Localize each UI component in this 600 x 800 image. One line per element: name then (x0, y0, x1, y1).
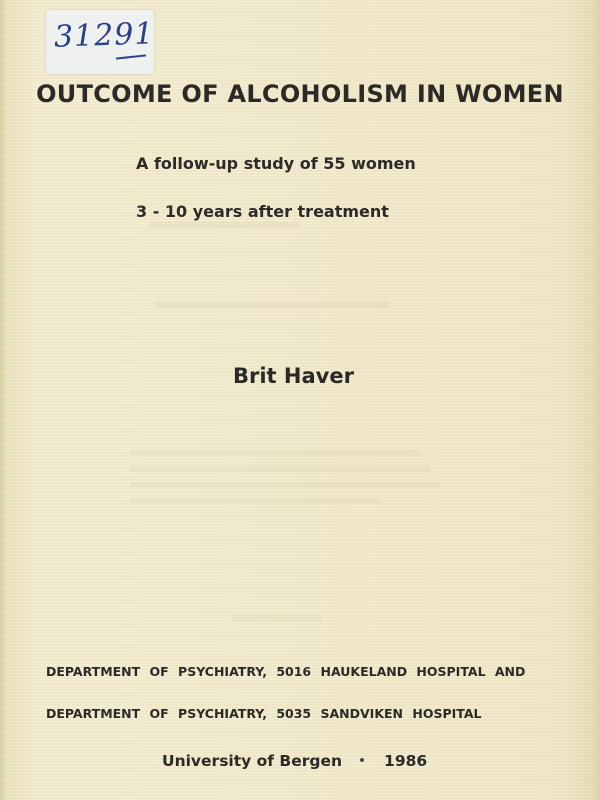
subtitle-line-1: A follow-up study of 55 women (136, 154, 416, 173)
show-through-texture (130, 466, 430, 472)
show-through-texture (155, 302, 390, 308)
department-line-1: DEPARTMENT OF PSYCHIATRY, 5016 HAUKELAND HOSPITAL AND (46, 664, 526, 679)
catalog-label (46, 10, 154, 74)
university-name: University of Bergen (162, 752, 343, 770)
separator-dot (360, 758, 364, 762)
show-through-texture (130, 498, 380, 504)
department-line-2: DEPARTMENT OF PSYCHIATRY, 5035 SANDVIKEN HOSPITAL (46, 706, 482, 721)
publication-footer (162, 752, 427, 770)
document-title: OUTCOME OF ALCOHOLISM IN WOMEN (36, 80, 564, 108)
show-through-texture (232, 615, 322, 621)
catalog-number: 31291 (53, 16, 156, 55)
show-through-texture (150, 222, 300, 228)
author-name: Brit Haver (233, 364, 354, 388)
catalog-underline (116, 54, 146, 59)
subtitle-line-2: 3 - 10 years after treatment (136, 202, 389, 221)
show-through-texture (130, 450, 420, 456)
page-left-edge (0, 0, 6, 800)
page-right-edge (592, 0, 600, 800)
show-through-texture (130, 482, 440, 488)
publication-year: 1986 (384, 752, 428, 770)
